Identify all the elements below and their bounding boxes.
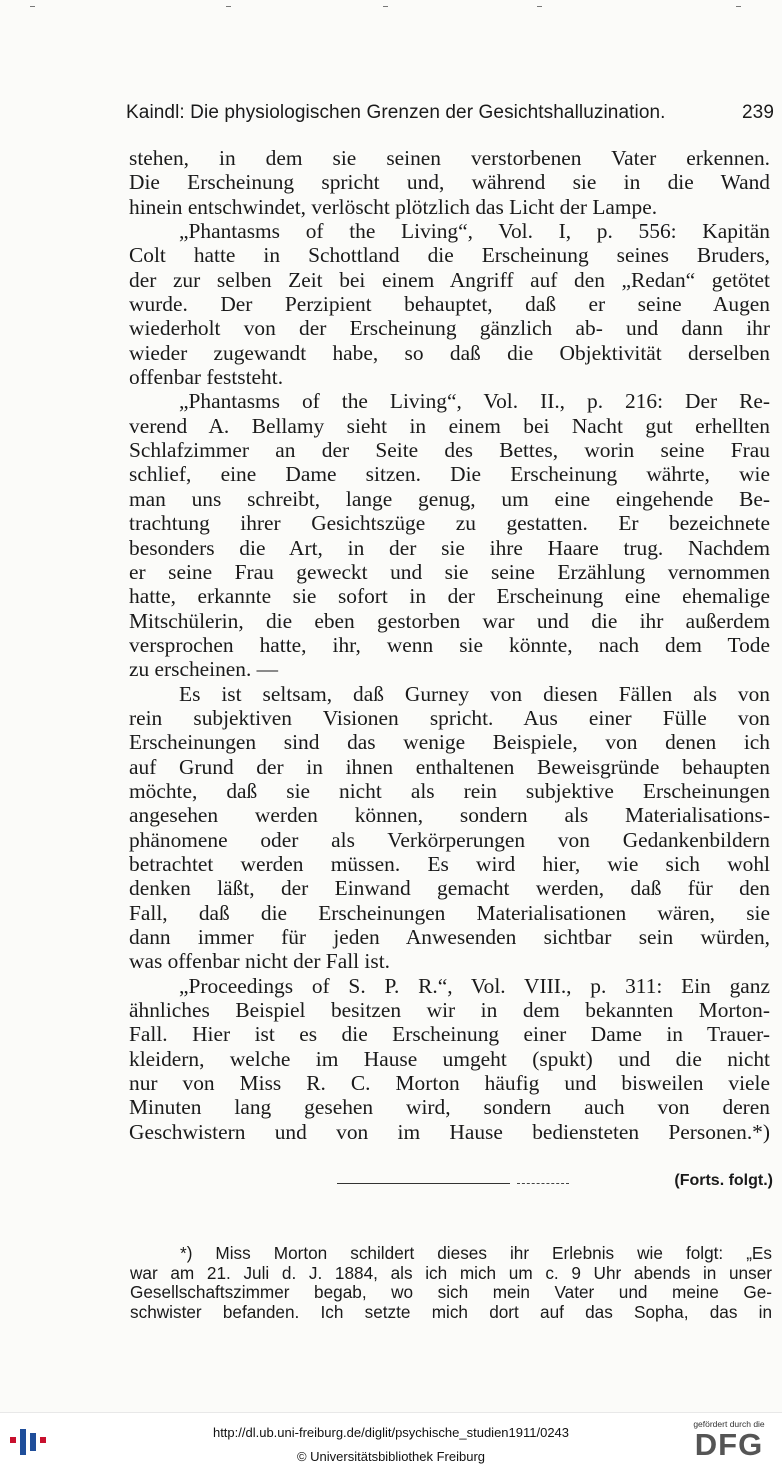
text-line: verend A. Bellamy sieht in einem bei Nacht gut erhellten <box>129 413 770 438</box>
text-line: nur von Miss R. C. Morton häufig und bisweilen viele <box>129 1071 770 1096</box>
text-line: Colt hatte in Schottland die Erscheinung seines Bruders, <box>129 243 770 268</box>
page-number: 239 <box>741 102 774 123</box>
footnote-line: war am 21. Juli d. J. 1884, als ich mich um c. 9 Uhr abends in unser <box>130 1262 772 1283</box>
speck <box>383 6 388 7</box>
body-text <box>129 146 770 1144</box>
scan-specks <box>0 2 782 16</box>
footnote <box>130 1244 772 1322</box>
text-line: versprochen hatte, ihr, wenn sie könnte, nach dem Tode <box>129 632 770 657</box>
text-line: auf Grund der in ihnen enthaltenen Beweisgründe behaupten <box>129 754 770 779</box>
text-line: offenbar feststeht. <box>129 365 284 390</box>
text-line: phänomene oder als Verkörperungen von Gedankenbildern <box>129 827 770 852</box>
text-line: besonders die Art, in der sie ihre Haare trug. Nachdem <box>129 535 770 560</box>
text-line: angesehen werden können, sondern als Materialisations- <box>129 803 770 828</box>
text-line: wurde. Der Perzipient behauptet, daß er seine Augen <box>129 292 770 317</box>
text-line: denken läßt, der Einwand gemacht werden, daß für den <box>129 876 770 901</box>
text-line: möchte, daß sie nicht als rein subjektive Erscheinungen <box>129 778 770 803</box>
text-line: hinein entschwindet, verlöscht plötzlich das Licht der Lampe. <box>129 194 658 219</box>
text-line: Minuten lang gesehen wird, sondern auch von deren <box>129 1095 770 1120</box>
text-line: Erscheinungen sind das wenige Beispiele, von denen ich <box>129 730 770 755</box>
footnote-line: schwister befanden. Ich setzte mich dort auf das Sopha, das in <box>130 1301 772 1322</box>
text-line: dann immer für jeden Anwesenden sichtbar sein würden, <box>129 925 770 949</box>
text-line: Mitschülerin, die eben gestorben war und die ihr außerdem <box>129 608 770 633</box>
text-line: ähnliches Beispiel besitzen wir in dem bekannten Morton- <box>129 998 770 1023</box>
separator-rule <box>337 1183 510 1184</box>
text-line: Fall, daß die Erscheinungen Materialisationen wären, sie <box>129 900 770 925</box>
dfg-logo[interactable] <box>686 1419 772 1461</box>
text-line: Es ist seltsam, daß Gurney von diesen Fällen als von <box>179 681 770 706</box>
text-line: stehen, in dem sie seinen verstorbenen Vater erkennen. <box>129 146 770 170</box>
text-line: wieder zugewandt habe, so daß die Objektivität derselben <box>129 340 770 365</box>
text-line: Fall. Hier ist es die Erscheinung einer Dame in Trauer- <box>129 1022 770 1047</box>
speck <box>736 6 741 7</box>
text-line: was offenbar nicht der Fall ist. <box>129 949 390 974</box>
text-line: er seine Frau geweckt und sie seine Erzählung vernommen <box>129 559 770 584</box>
text-line: man uns schreibt, lange genug, um eine eingehende Be- <box>129 486 770 511</box>
footnote-line: Gesellschaftszimmer begab, wo sich mein Vater und meine Ge- <box>130 1282 772 1303</box>
running-header <box>126 102 774 124</box>
viewer-footer <box>0 1412 782 1470</box>
speck <box>537 6 542 7</box>
text-line: kleidern, welche im Hause umgeht (spukt) und die nicht <box>129 1046 770 1071</box>
text-line: „Phantasms of the Living“, Vol. I, p. 556: Kapitän <box>179 219 770 244</box>
text-line: Die Erscheinung spricht und, während sie in die Wand <box>129 170 770 195</box>
text-line: Geschwistern und von im Hause bediensteten Personen.*) <box>129 1119 770 1144</box>
text-line: wiederholt von der Erscheinung gänzlich ab- und dann ihr <box>129 316 770 341</box>
text-line: betrachtet werden müssen. Es wird hier, wie sich wohl <box>129 851 770 876</box>
copyright-text: © Universitätsbibliothek Freiburg <box>296 1449 486 1464</box>
text-line: „Proceedings of S. P. R.“, Vol. VIII., p. 311: Ein ganz <box>179 973 770 998</box>
text-line: rein subjektiven Visionen spricht. Aus einer Fülle von <box>129 705 770 730</box>
text-line: trachtung ihrer Gesichtszüge zu gestatten. Er bezeichnete <box>129 511 770 536</box>
continuation-note: (Forts. folgt.) <box>674 1172 773 1189</box>
speck <box>226 6 231 7</box>
separator-dashes <box>517 1183 569 1184</box>
text-line: der zur selben Zeit bei einem Angriff auf den „Redan“ getötet <box>129 267 770 292</box>
text-line: schlief, eine Dame sitzen. Die Erscheinung währte, wie <box>129 462 770 487</box>
footnote-line: *) Miss Morton schildert dieses ihr Erlebnis wie folgt: „Es <box>180 1243 772 1263</box>
text-line: „Phantasms of the Living“, Vol. II., p. 216: Der Re- <box>179 389 770 414</box>
dfg-wordmark: DFG <box>694 1427 764 1462</box>
text-line: hatte, erkannte sie sofort in der Erscheinung eine ehemalige <box>129 584 770 609</box>
section-separator <box>130 1172 775 1196</box>
source-url-link[interactable]: http://dl.ub.uni-freiburg.de/diglit/psychische_studien1911/0243 <box>212 1425 570 1440</box>
text-line: zu erscheinen. — <box>129 657 279 682</box>
text-line: Schlafzimmer an der Seite des Bettes, worin seine Frau <box>129 438 770 463</box>
dfg-caption: gefördert durch die <box>693 1419 765 1429</box>
header-title: Kaindl: Die physiologischen Grenzen der Gesichtshalluzination. <box>126 102 666 123</box>
speck <box>30 6 35 7</box>
